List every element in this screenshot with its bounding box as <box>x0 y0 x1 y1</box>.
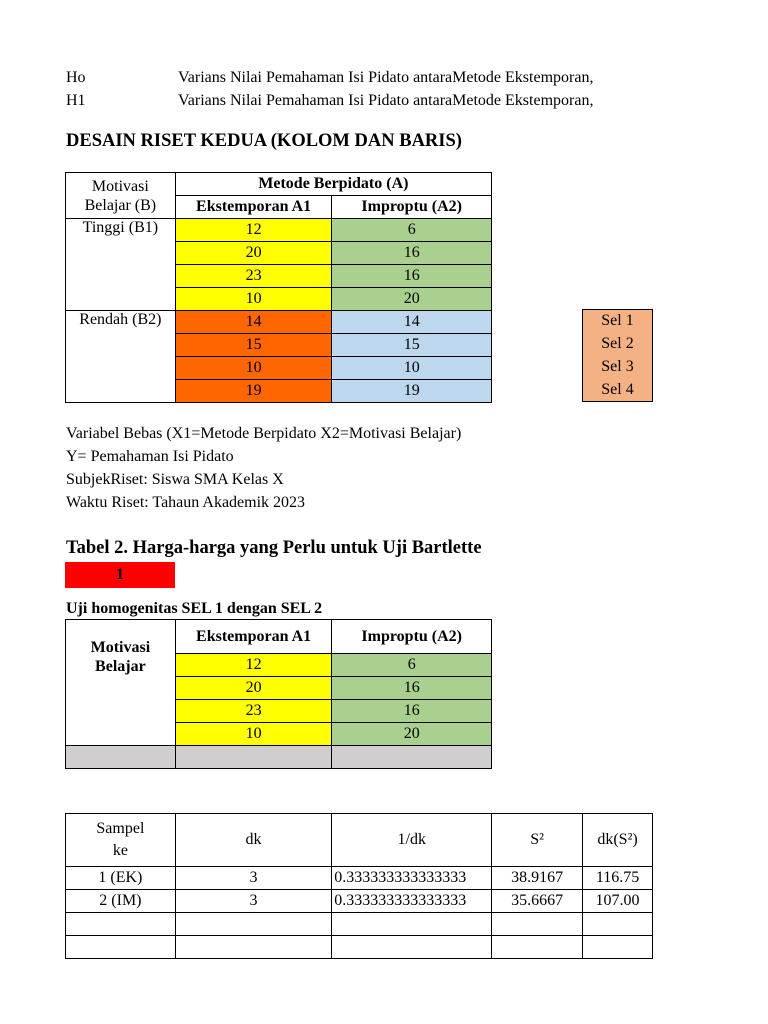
table-cell: 6 <box>332 219 492 242</box>
table-cell: 12 <box>175 219 332 242</box>
table-cell: 10 <box>175 288 332 311</box>
header-s2: S² <box>492 814 583 867</box>
legend-sel-3: Sel 3 <box>583 356 653 379</box>
empty-cell <box>583 913 653 936</box>
design-title: DESAIN RISET KEDUA (KOLOM DAN BARIS) <box>66 131 462 151</box>
empty-cell <box>66 936 176 959</box>
table-cell: 16 <box>332 700 492 723</box>
empty-cell <box>583 936 653 959</box>
design-table <box>65 172 492 403</box>
table-cell: 1 (EK) <box>66 867 176 890</box>
table-cell: 15 <box>332 334 492 357</box>
table-cell: 15 <box>175 334 332 357</box>
table-cell: 23 <box>175 265 332 288</box>
gray-cell <box>66 746 176 769</box>
corner-line-2: Belajar <box>95 658 146 675</box>
row-label-tinggi: Tinggi (B1) <box>66 219 176 311</box>
table-cell: 116.75 <box>583 867 653 890</box>
table-cell: 16 <box>332 265 492 288</box>
legend-sel-4: Sel 4 <box>583 379 653 402</box>
col-header-ekstemporan: Ekstemporan A1 <box>175 620 332 654</box>
waktu-riset: Waktu Riset: Tahaun Akademik 2023 <box>66 494 306 511</box>
table-cell: 16 <box>332 242 492 265</box>
table-cell: 38.9167 <box>492 867 583 890</box>
table-cell: 20 <box>175 242 332 265</box>
red-marker: 1 <box>65 562 175 588</box>
table-cell: 10 <box>332 357 492 380</box>
empty-cell <box>332 936 492 959</box>
table-cell: 3 <box>175 890 332 913</box>
table-cell: 16 <box>332 677 492 700</box>
gray-cell <box>332 746 492 769</box>
header-sample-line-2: ke <box>112 842 128 859</box>
table-cell: 10 <box>175 723 332 746</box>
table-cell: 20 <box>175 677 332 700</box>
empty-cell <box>175 913 332 936</box>
empty-cell <box>66 913 176 936</box>
header-sample-line-1: Sampel <box>96 820 145 837</box>
empty-cell <box>332 913 492 936</box>
table-cell: 0.333333333333333 <box>332 867 492 890</box>
table-cell: 19 <box>175 380 332 403</box>
table-cell: 0.333333333333333 <box>332 890 492 913</box>
table-cell: 20 <box>332 288 492 311</box>
header-dk: dk <box>175 814 332 867</box>
table-cell: 12 <box>175 654 332 677</box>
header-dk-s2: dk(S²) <box>583 814 653 867</box>
corner-line-2: Belajar (B) <box>84 196 157 214</box>
header-inv-dk: 1/dk <box>332 814 492 867</box>
homogen-table <box>65 619 492 769</box>
table-cell: 35.6667 <box>492 890 583 913</box>
table-cell: 14 <box>332 311 492 334</box>
legend-sel-2: Sel 2 <box>583 333 653 356</box>
design-corner-header <box>66 173 176 219</box>
header-sample <box>66 814 176 867</box>
group-header: Metode Berpidato (A) <box>175 173 491 196</box>
empty-cell <box>492 913 583 936</box>
col-header-improptu: Improptu (A2) <box>332 620 492 654</box>
hypothesis-ho-text: Varians Nilai Pemahaman Isi Pidato antaraMetode Ekstemporan, <box>178 69 594 86</box>
hypothesis-h1-text: Varians Nilai Pemahaman Isi Pidato antaraMetode Ekstemporan, <box>178 92 594 109</box>
empty-cell <box>175 936 332 959</box>
table2-title: Tabel 2. Harga-harga yang Perlu untuk Uji Bartlette <box>66 538 482 558</box>
table-cell: 20 <box>332 723 492 746</box>
col-header-ekstemporan: Ekstemporan A1 <box>175 196 332 219</box>
table-cell: 14 <box>175 311 332 334</box>
bartlett-table <box>65 813 653 959</box>
legend-sel-1: Sel 1 <box>583 310 653 333</box>
homogen-title: Uji homogenitas SEL 1 dengan SEL 2 <box>66 600 323 617</box>
table-cell: 10 <box>175 357 332 380</box>
corner-line-1: Motivasi <box>90 639 151 656</box>
table-cell: 19 <box>332 380 492 403</box>
empty-cell <box>492 936 583 959</box>
variable-y: Y= Pemahaman Isi Pidato <box>66 448 234 465</box>
corner-line-1: Motivasi <box>91 177 149 195</box>
table-cell: 2 (IM) <box>66 890 176 913</box>
table-cell: 6 <box>332 654 492 677</box>
hypothesis-ho-label: Ho <box>66 69 86 86</box>
table-cell: 3 <box>175 867 332 890</box>
row-label-rendah: Rendah (B2) <box>66 311 176 403</box>
variable-bebas: Variabel Bebas (X1=Metode Berpidato X2=Motivasi Belajar) <box>66 425 462 442</box>
cell-legend <box>582 309 653 402</box>
col-header-improptu: Improptu (A2) <box>332 196 492 219</box>
subjek-riset: SubjekRiset: Siswa SMA Kelas X <box>66 471 284 488</box>
table-cell: 23 <box>175 700 332 723</box>
gray-cell <box>175 746 332 769</box>
hypothesis-h1-label: H1 <box>66 92 86 109</box>
table-cell: 107.00 <box>583 890 653 913</box>
homogen-corner-header <box>66 620 176 746</box>
